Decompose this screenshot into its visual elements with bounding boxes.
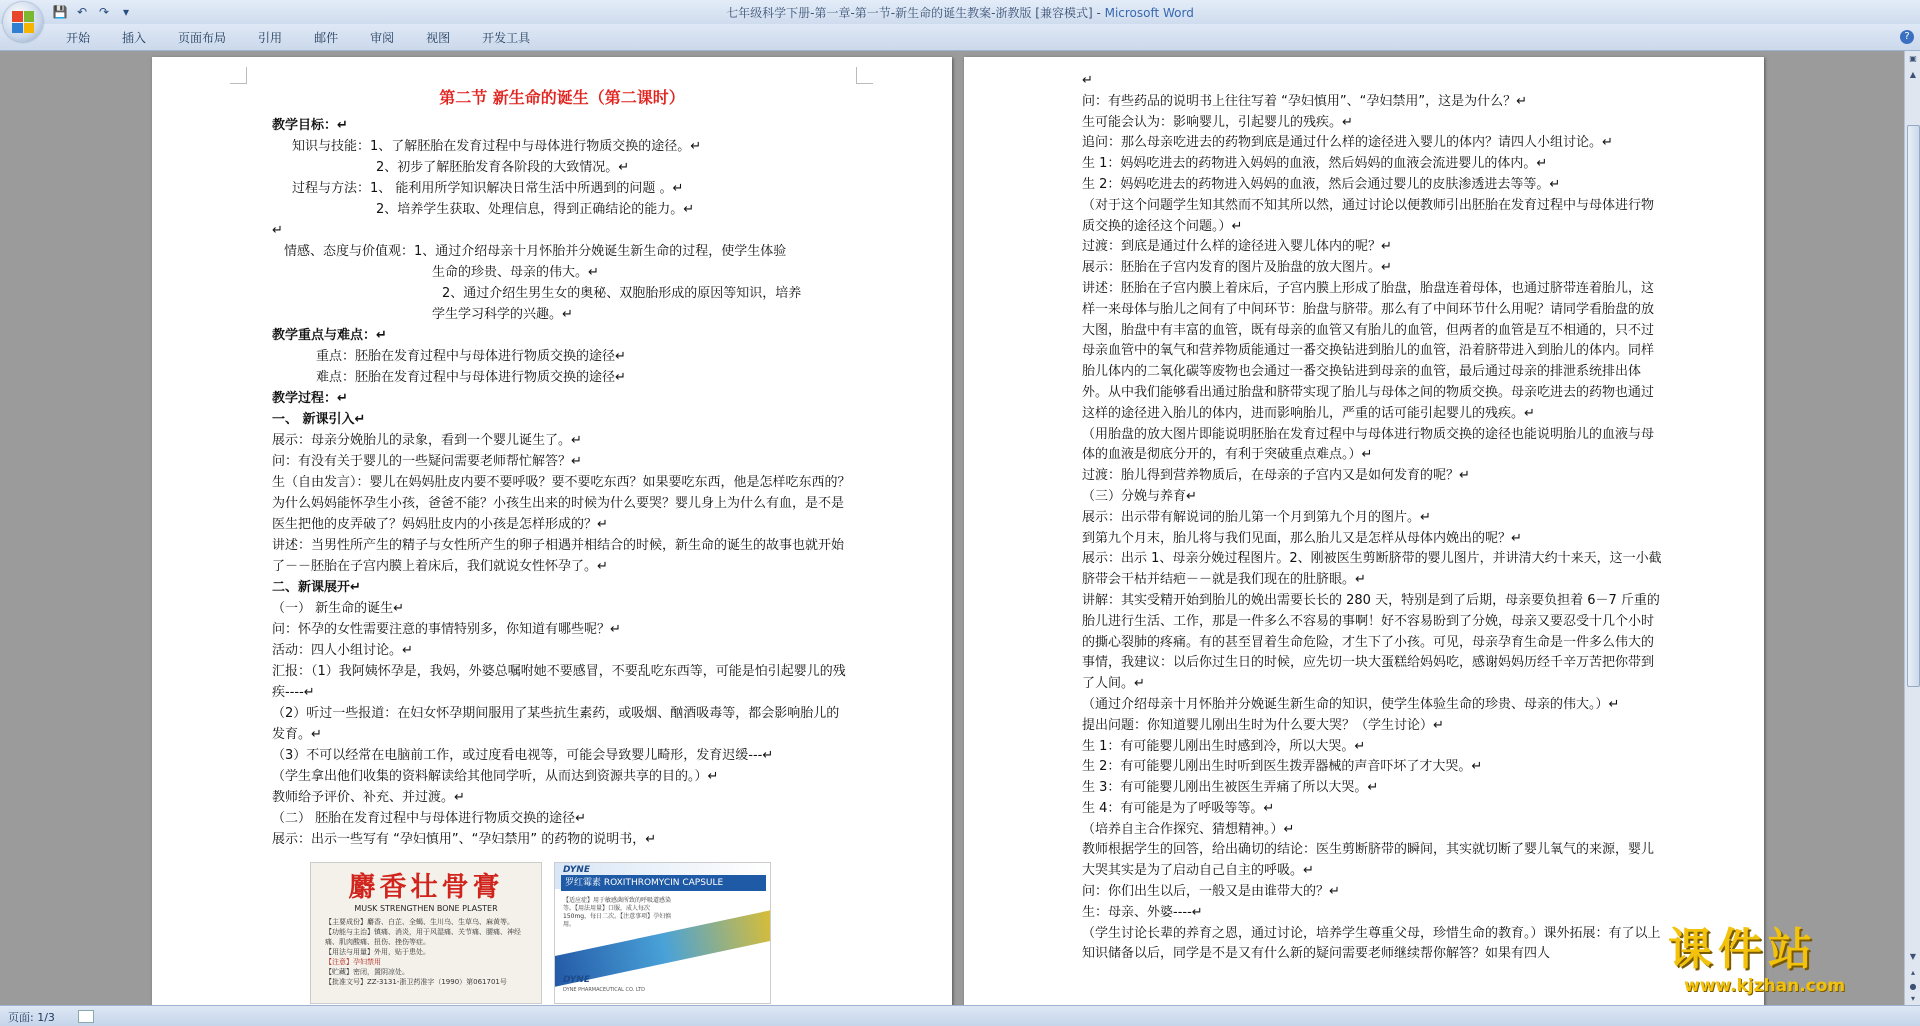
customize-qat-icon[interactable]: ▾ — [122, 5, 130, 19]
paragraph: 情感、态度与价值观：1、通过介绍母亲十月怀胎并分娩诞生新生命的过程，使学生体验 — [284, 244, 787, 259]
page-2-text — [1082, 71, 1662, 965]
scroll-up-icon[interactable]: ▲ — [1909, 70, 1917, 79]
paragraph: ↵ — [1082, 73, 1093, 88]
office-button[interactable] — [3, 2, 43, 42]
paragraph: （一） 新生命的诞生↵ — [272, 601, 405, 616]
capsule-name: 罗红霉素 ROXITHROMYCIN CAPSULE — [561, 875, 766, 891]
plaster-line: 【用法与用量】外用，贴于患处。 — [325, 948, 430, 956]
paragraph: 生 4：有可能是为了呼吸等等。↵ — [1082, 800, 1275, 816]
tab-view[interactable]: 视图 — [426, 31, 451, 45]
help-icon[interactable]: ? — [1900, 30, 1914, 44]
paragraph: 生命的珍贵、母亲的伟大。↵ — [432, 265, 599, 280]
status-bar — [0, 1005, 1920, 1026]
roxithromycin-label-image — [554, 862, 771, 1004]
paragraph: 问：怀孕的女性需要注意的事情特别多，你知道有哪些呢？↵ — [272, 622, 621, 637]
browse-object-icon[interactable]: ● — [1909, 982, 1917, 991]
watermark-cn: 课件站 — [1668, 924, 1818, 975]
page-count[interactable]: 页面: 1/3 — [8, 1011, 55, 1024]
plaster-line: 【功能与主治】镇痛、消炎，用于风湿痛、关节痛、腰痛、神经痛、肌肉酸痛、扭伤、挫伤等症。 — [325, 928, 521, 946]
paragraph: （3）不可以经常在电脑前工作，或过度看电视等，可能会导致婴儿畸形，发育迟缓---↵ — [272, 748, 774, 763]
paragraph: （学生拿出他们收集的资料解读给其他同学听，从而达到资源共享的目的。）↵ — [272, 769, 719, 784]
previous-page-icon[interactable]: ▴ — [1910, 968, 1915, 977]
paragraph: （学生讨论长辈的养育之恩，通过讨论，培养学生尊重父母，珍惜生命的教育。）课外拓展：有了以上知识储备以后，同学是不是又有什么新的疑问需要老师继续帮你解答？如果有四人 — [1082, 925, 1661, 962]
next-page-icon[interactable]: ▾ — [1910, 994, 1915, 1003]
paragraph: 生（自由发言）：婴儿在妈妈肚皮内要不要呼吸？要不要吃东西？如果要吃东西，他是怎样吃东西的？为什么妈妈能怀孕生小孩，爸爸不能？小孩生出来的时候为什么要哭？婴儿身上为什么有血，是不是医生把他的皮弄破了？妈妈肚皮内的小孩是怎样形成的？↵ — [272, 475, 851, 532]
musk-plaster-label-image — [310, 862, 542, 1004]
ribbon — [0, 24, 1920, 51]
paragraph: ↵ — [272, 223, 283, 238]
tab-page-layout[interactable]: 页面布局 — [178, 31, 227, 45]
paragraph: 生可能会认为：影响婴儿，引起婴儿的残疾。↵ — [1082, 114, 1353, 130]
brand-logo-footer: DYNE — [563, 975, 590, 985]
paragraph: 过渡：胎儿得到营养物质后，在母亲的子宫内又是如何发育的呢？↵ — [1082, 468, 1470, 484]
paragraph: （三）分娩与养育↵ — [1082, 488, 1197, 504]
manufacturer-name: DYNE PHARMACEUTICAL CO. LTD — [563, 987, 645, 993]
paragraph: （二） 胚胎在发育过程中与母体进行物质交换的途径↵ — [272, 811, 587, 826]
paragraph: 汇报：（1）我阿姨怀孕是，我妈，外婆总嘱咐她不要感冒，不要乱吃东西等，可能是怕引起婴儿的残疾----↵ — [272, 664, 846, 700]
tab-mailings[interactable]: 邮件 — [314, 31, 339, 45]
plaster-line: 【批准文号】ZZ-3131-浙卫药准字（1990）第061701号 — [325, 978, 507, 986]
paragraph: 一、 新课引入↵ — [272, 412, 366, 427]
capsule-instructions: 【适应症】用于敏感菌所致的呼吸道感染等。【用法用量】口服，成人每次150mg，每日二次。【注意事项】孕妇慎用。 — [563, 897, 672, 928]
paragraph: 难点：胚胎在发育过程中与母体进行物质交换的途径↵ — [316, 370, 626, 385]
undo-icon[interactable]: ↶ — [76, 5, 88, 19]
paragraph: （通过介绍母亲十月怀胎并分娩诞生新生命的知识，使学生体验生命的珍贵、母亲的伟大。）↵ — [1082, 696, 1620, 712]
brand-logo: DYNE — [563, 865, 590, 875]
tab-review[interactable]: 审阅 — [370, 31, 395, 45]
scroll-thumb[interactable] — [1907, 125, 1920, 687]
proofing-icon[interactable] — [78, 1010, 94, 1023]
paragraph: 生 2：有可能婴儿刚出生时听到医生拨弄器械的声音吓坏了才大哭。↵ — [1082, 759, 1483, 775]
paragraph: 教师给予评价、补充、并过渡。↵ — [272, 790, 465, 805]
ribbon-tabs — [50, 30, 546, 46]
save-icon[interactable]: 💾 — [52, 5, 68, 19]
window-title: 七年级科学下册-第一章-第一节-新生命的诞生教案-浙教版 [兼容模式] - Microsoft Word — [726, 6, 1194, 20]
tab-references[interactable]: 引用 — [258, 31, 283, 45]
tab-developer[interactable]: 开发工具 — [482, 31, 531, 45]
paragraph: 教学过程：↵ — [272, 391, 348, 406]
paragraph: 2、初步了解胚胎发育各阶段的大致情况。↵ — [376, 160, 630, 175]
vertical-scrollbar[interactable] — [1904, 51, 1920, 1005]
paragraph: （培养自主合作探究、猜想精神。）↵ — [1082, 821, 1295, 837]
site-watermark-logo — [1668, 924, 1918, 1004]
paragraph: 问：你们出生以后，一般又是由谁带大的？↵ — [1082, 884, 1340, 900]
ruler-toggle-icon[interactable]: ▣ — [1909, 54, 1917, 63]
tab-insert[interactable]: 插入 — [122, 31, 147, 45]
paragraph: 追问：那么母亲吃进去的药物到底是通过什么样的途径进入婴儿的体内？请四人小组讨论。↵ — [1082, 135, 1613, 151]
margin-corner-mark — [856, 67, 873, 84]
tab-home[interactable]: 开始 — [66, 31, 91, 45]
page-1-text — [272, 85, 852, 850]
page-1-paragraphs — [272, 115, 852, 850]
redo-icon[interactable]: ↷ — [98, 5, 110, 19]
paragraph: 问：有些药品的说明书上往往写着 “孕妇慎用”、“孕妇禁用”，这是为什么？↵ — [1082, 93, 1527, 109]
paragraph: 生 1：有可能婴儿刚出生时感到冷，所以大哭。↵ — [1082, 738, 1366, 754]
paragraph: 重点：胚胎在发育过程中与母体进行物质交换的途径↵ — [316, 349, 626, 364]
page-2 — [964, 57, 1764, 1005]
paragraph: 生 3：有可能婴儿刚出生被医生弄痛了所以大哭。↵ — [1082, 780, 1379, 796]
plaster-english-name: MUSK STRENGTHEN BONE PLASTER — [354, 904, 498, 913]
paragraph: 展示：出示一些写有 “孕妇慎用”、“孕妇禁用” 的药物的说明书，↵ — [272, 832, 657, 847]
watermark-url: www.kjzhan.com — [1684, 976, 1846, 996]
plaster-line: 【贮藏】密闭，置阴凉处。 — [325, 968, 409, 976]
paragraph: 过程与方法：1、 能利用所学知识解决日常生活中所遇到的问题 。↵ — [292, 181, 684, 196]
paragraph: 展示：母亲分娩胎儿的录象，看到一个婴儿诞生了。↵ — [272, 433, 582, 448]
plaster-warning-line: 【注意】孕妇禁用 — [325, 958, 381, 966]
paragraph: （用胎盘的放大图片即能说明胚胎在发育过程中与母体进行物质交换的途径也能说明胎儿的血液与母体的血液是彻底分开的，有利于突破重点难点。）↵ — [1082, 426, 1655, 463]
paragraph: 生：母亲、外婆----↵ — [1082, 904, 1203, 920]
paragraph: 学生学习科学的兴趣。↵ — [432, 307, 573, 322]
paragraph: 活动：四人小组讨论。↵ — [272, 643, 413, 658]
plaster-line: 【主要成份】麝香、白芷、全蝎、生川乌、生草乌、麻黄等。 — [325, 918, 514, 926]
paragraph: 问：有没有关于婴儿的一些疑问需要老师帮忙解答？↵ — [272, 454, 582, 469]
paragraph: （2）听过一些报道：在妇女怀孕期间服用了某些抗生素药，或吸烟、酗酒吸毒等，都会影响胎儿的发育。↵ — [272, 706, 840, 742]
page-1 — [152, 57, 952, 1005]
paragraph: 知识与技能：1、了解胚胎在发育过程中与母体进行物质交换的途径。↵ — [292, 139, 702, 154]
paragraph: 教学重点与难点：↵ — [272, 328, 387, 343]
margin-corner-mark — [230, 67, 247, 84]
medicine-labels — [310, 862, 780, 1002]
paragraph: 教学目标：↵ — [272, 118, 348, 133]
paragraph: 2、通过介绍生男生女的奥秘、双胞胎形成的原因等知识，培养 — [442, 286, 802, 301]
paragraph: 展示：出示 1、母亲分娩过程图片。2、刚被医生剪断脐带的婴儿图片，并讲清大约十来天，这一小截脐带会干枯并结疤－－就是我们现在的肚脐眼。↵ — [1082, 551, 1662, 588]
page-2-paragraphs — [1082, 71, 1662, 965]
paragraph: 展示：出示带有解说词的胎儿第一个月到第九个月的图片。↵ — [1082, 509, 1431, 525]
paragraph: 讲解：其实受精开始到胎儿的娩出需要长长的 280 天，特别是到了后期，母亲要负担着 6－7 斤重的胎儿进行生活、工作，那是一件多么不容易的事啊！好不容易盼到了分娩，母亲又要忍受十几个小时的撕心裂肺的疼痛。有的甚至冒着生命危险，才生下了小孩。可见，母亲孕育生命是一件多么伟大的事情，我建议：以后你过生日的时候，应先切一块大蛋糕给妈妈吃，感谢妈妈历经千辛万苦把你带到了人间。↵ — [1082, 592, 1660, 692]
title-bar — [0, 0, 1920, 24]
plaster-instructions — [325, 917, 527, 987]
paragraph: 二、新课展开↵ — [272, 580, 361, 595]
paragraph: 展示：胚胎在子宫内发育的图片及胎盘的放大图片。↵ — [1082, 260, 1392, 276]
plaster-name: 麝香壮骨膏 — [348, 872, 504, 903]
paragraph: 提出问题：你知道婴儿刚出生时为什么要大哭？（学生讨论）↵ — [1082, 717, 1444, 733]
paragraph: 2、培养学生获取、处理信息，得到正确结论的能力。↵ — [376, 202, 695, 217]
paragraph: 到第九个月末，胎儿将与我们见面，那么胎儿又是怎样从母体内娩出的呢？↵ — [1082, 530, 1522, 546]
paragraph: 教师根据学生的回答，给出确切的结论：医生剪断脐带的瞬间，其实就切断了婴儿氧气的来源，婴儿大哭其实是为了启动自己自主的呼吸。↵ — [1082, 842, 1655, 879]
paragraph: 过渡：到底是通过什么样的途径进入婴儿体内的呢？↵ — [1082, 239, 1392, 255]
paragraph: 讲述：当男性所产生的精子与女性所产生的卵子相遇并相结合的时候，新生命的诞生的故事也就开始了－－胚胎在子宫内膜上着床后，我们就说女性怀孕了。↵ — [272, 538, 845, 574]
paragraph: 生 1：妈妈吃进去的药物进入妈妈的血液，然后妈妈的血液会流进婴儿的体内。↵ — [1082, 156, 1548, 172]
paragraph: 生 2：妈妈吃进去的药物进入妈妈的血液，然后会通过婴儿的皮肤渗透进去等等。↵ — [1082, 176, 1561, 192]
scroll-down-icon[interactable]: ▼ — [1909, 952, 1917, 961]
document-workspace — [0, 51, 1904, 1005]
paragraph: （对于这个问题学生知其然而不知其所以然，通过讨论以便教师引出胚胎在发育过程中与母体进行物质交换的途径这个问题。）↵ — [1082, 197, 1655, 234]
office-logo-icon — [12, 11, 34, 33]
paragraph: 讲述：胚胎在子宫内膜上着床后，子宫内膜上形成了胎盘，胎盘连着母体，也通过脐带连着胎儿，这样一来母体与胎儿之间有了中间环节：胎盘与脐带。那么有了中间环节什么用呢？请同学看胎盘的放大图，胎盘中有丰富的血管，既有母亲的血管又有胎儿的血管，但两者的血管是互不相通的，只不过母亲血管中的氧气和营养物质能通过一番交换钻进到胎儿的血管，沿着脐带进入到胎儿的体内。同样胎儿体内的二氧化碳等废物也会通过一番交换钻进到母亲的血管，最后通过母亲的排泄系统排出体外。从中我们能够看出通过胎盘和脐带实现了胎儿与母体之间的物质交换。母亲吃进去的药物也通过这样的途径进入胎儿的体内，进而影响胎儿，严重的话可能引起婴儿的残疾。↵ — [1082, 280, 1655, 421]
quick-access-toolbar — [52, 3, 134, 21]
document-title: 第二节 新生命的诞生（第二课时） — [439, 88, 685, 107]
